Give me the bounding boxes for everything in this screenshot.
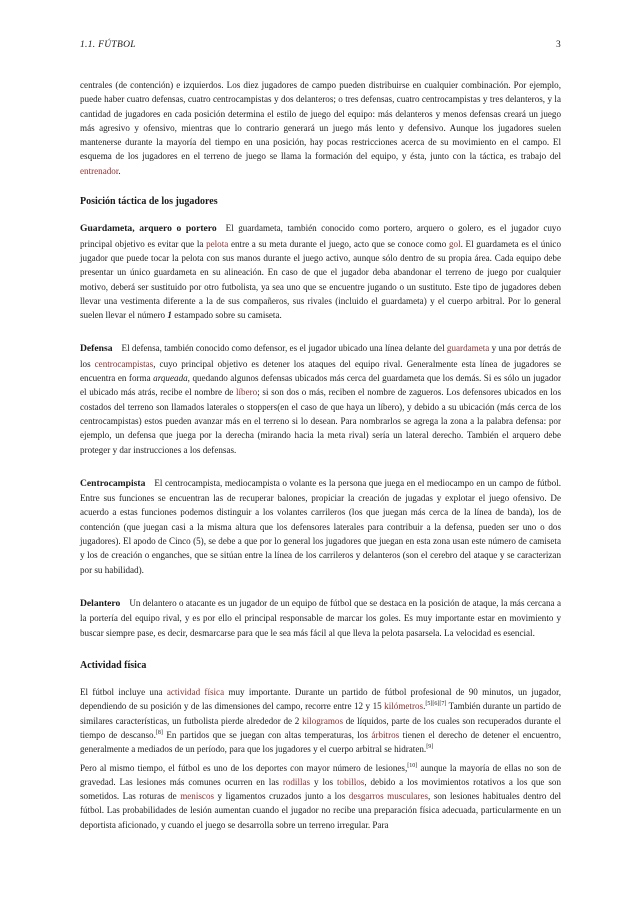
run-in-heading-delantero: Delantero	[80, 597, 121, 609]
citation[interactable]: [8]	[155, 729, 163, 736]
link-libero[interactable]: líbero	[235, 387, 258, 398]
link-kilogramos[interactable]: kilogramos	[302, 715, 344, 726]
link-arbitros[interactable]: árbitros	[371, 729, 400, 740]
citation[interactable]: [9]	[426, 744, 434, 751]
paragraph-guardameta: Guardameta, arquero o portero El guardameta, también conocido como portero, arquero o golero, es el jugador cuyo principal objetivo es evitar que la pelota entre a su meta durante el juego, acto que se conoce como gol. El guardameta es el único jugador que puede tocar la pelota con sus manos durante el juego activo, aunque sólo dentro de su propia área. Cada equipo debe presentar un único guardameta en su alineación. En caso de que el jugador deba abandonar el terreno de juego por cualquier motivo, deberá ser sustituido por otro futbolista, ya sea uno que se encuentre jugando o un sustituto. Este tipo de jugadores deben llevar una vestimenta diferente a la de sus compañeros, sus rivales (incluido el guardameta) y el cuerpo arbitral. Por lo general suelen llevar el número 1 estampado sobre su camiseta.	[80, 223, 562, 321]
paragraph-actividad-1: El fútbol incluye una actividad física muy importante. Durante un partido de fútbol profesional de 90 minutos, un jugador, dependiendo de su posición y de las dimensiones del campo, recorre entre 12 y 15 kilómetros.[5][6][7] También durante un partido de similares características, un futbolista pierde alrededor de 2 kilogramos de líquidos, parte de los cuales son recuperados durante el tiempo de descanso.[8] En partidos que se juegan con altas temperaturas, los árbitros tienen el derecho de detener el encuentro, generalmente a mediados de un período, para que los jugadores y el cuerpo arbitral se hidraten.[9]	[80, 687, 562, 755]
shirt-number: 1	[167, 310, 172, 321]
page-number: 3	[555, 40, 561, 50]
link-rodillas[interactable]: rodillas	[282, 776, 311, 787]
link-meniscos[interactable]: meniscos	[180, 791, 215, 802]
link-guardameta[interactable]: guardameta	[446, 343, 490, 354]
intro-paragraph: centrales (de contención) e izquierdos. Los diez jugadores de campo pueden distribuirse en cualquier combinación. Por ejemplo, puede haber cuatro defensas, cuatro centrocampistas y dos delanteros; o tres defensas, cuatro centrocampistas y tres delanteros, y la cantidad de jugadores en cada posición determina el estilo de juego del equipo: más delanteros y menos defensas creará un juego más agresivo y ofensivo, mientras que lo contrario generará un juego más lento y defensivo. Aunque los jugadores suelen mantenerse durante la mayoría del tiempo en una posición, hay pocas restricciones acerca de su movimiento en el campo. El esquema de los jugadores en el terreno de juego se llama la formación del equipo, y ésta, junto con la táctica, es trabajo del entrenador.	[80, 80, 561, 176]
section-heading-posicion: Posición táctica de los jugadores	[80, 196, 218, 208]
citation[interactable]: [5][6][7]	[425, 701, 447, 708]
paragraph-delantero: Delantero Un delantero o atacante es un jugador de un equipo de fútbol que se destaca en la posición de ataque, la más cercana a la portería del equipo rival, y es por ello el principal responsable de marcar los goles. Es muy importante estar en movimiento y buscar siempre pase, es decir, desmarcarse para que le sea más fácil al que lleva la pelota pasarsela. La velocidad es esencial.	[80, 597, 561, 638]
link-desgarros-musculares[interactable]: desgarros musculares	[348, 791, 429, 802]
run-in-heading-centrocampista: Centrocampista	[80, 477, 146, 489]
link-centrocampistas[interactable]: centrocampistas	[94, 358, 154, 369]
body-text	[80, 78, 561, 832]
section-heading-actividad: Actividad física	[80, 659, 147, 671]
paragraph-actividad-2: Pero al mismo tiempo, el fútbol es uno de los deportes con mayor número de lesiones,[10] aunque la mayoría de ellas no son de gravedad. Las lesiones más comunes ocurren en las rodillas y los tobillos, debido a los movimientos rotativos a los que son sometidos. Las roturas de meniscos y ligamentos cruzados junto a los desgarros musculares, son lesiones habituales dentro del fútbol. Las probabilidades de lesión aumentan cuando el jugador no recibe una preparación física adecuada, particularmente en un deportista aficionado, y cuando el juego se desarrolla sobre un terreno irregular. Para	[80, 762, 562, 830]
link-kilometros[interactable]: kilómetros	[384, 701, 424, 712]
link-actividad-fisica[interactable]: actividad física	[166, 687, 225, 698]
chapter-title: 1.1. FÚTBOL	[80, 40, 136, 50]
run-in-heading-defensa: Defensa	[80, 343, 113, 355]
paragraph-defensa: Defensa El defensa, también conocido como defensor, es el jugador ubicado una línea delante del guardameta y una por detrás de los centrocampistas, cuyo principal objetivo es detener los ataques del equipo rival. Generalmente esta línea de jugadores se encuentra en forma arqueada, quedando algunos defensas ubicados más cerca del guardameta que los demás. Si es sólo un jugador el ubicado más atrás, recibe el nombre de líbero; si son dos o más, reciben el nombre de zagueros. Los defensores ubicados en los costados del terreno son llamados laterales o stoppers(en el caso de que haya un líbero), y debido a su ubicación (más cerca de los centrocampistas) estos pueden avanzar más en el terreno si lo desean. Para nombrarlos se agrega la zona a la palabra defensa: por ejemplo, un defensa que juega por la derecha (mirando hacia la meta rival) sería un lateral derecho. También el arquero debe proteger y dar instrucciones a los defensas.	[80, 343, 561, 455]
link-tobillos[interactable]: tobillos	[337, 776, 365, 787]
citation[interactable]: [10]	[407, 762, 418, 769]
running-header	[80, 40, 561, 54]
run-in-heading-guardameta: Guardameta, arquero o portero	[80, 223, 217, 235]
link-pelota[interactable]: pelota	[206, 238, 229, 249]
link-gol[interactable]: gol	[448, 238, 461, 249]
link-entrenador[interactable]: entrenador	[80, 165, 119, 176]
paragraph-centrocampista: Centrocampista El centrocampista, mediocampista o volante es la persona que juega en el mediocampo en un campo de fútbol. Entre sus funciones se encuentran las de recuperar balones, propiciar la creación de jugadas y explotar el juego ofensivo. De acuerdo a estas funciones podemos distinguir a los volantes carrileros (los que juegan más cerca de la línea de banda), los de contención (que juegan casi a la misma altura que los defensores laterales para contribuir a la defensa, pueden ser uno o dos jugadores). El apodo de Cinco (5), se debe a que por lo general los jugadores que juegan en esta zona usan este número de camiseta y los de creación o enganches, que se sitúan entre la línea de los carrileros y delanteros (son el cerebro del ataque y se caracterizan por su habilidad).	[80, 477, 561, 575]
